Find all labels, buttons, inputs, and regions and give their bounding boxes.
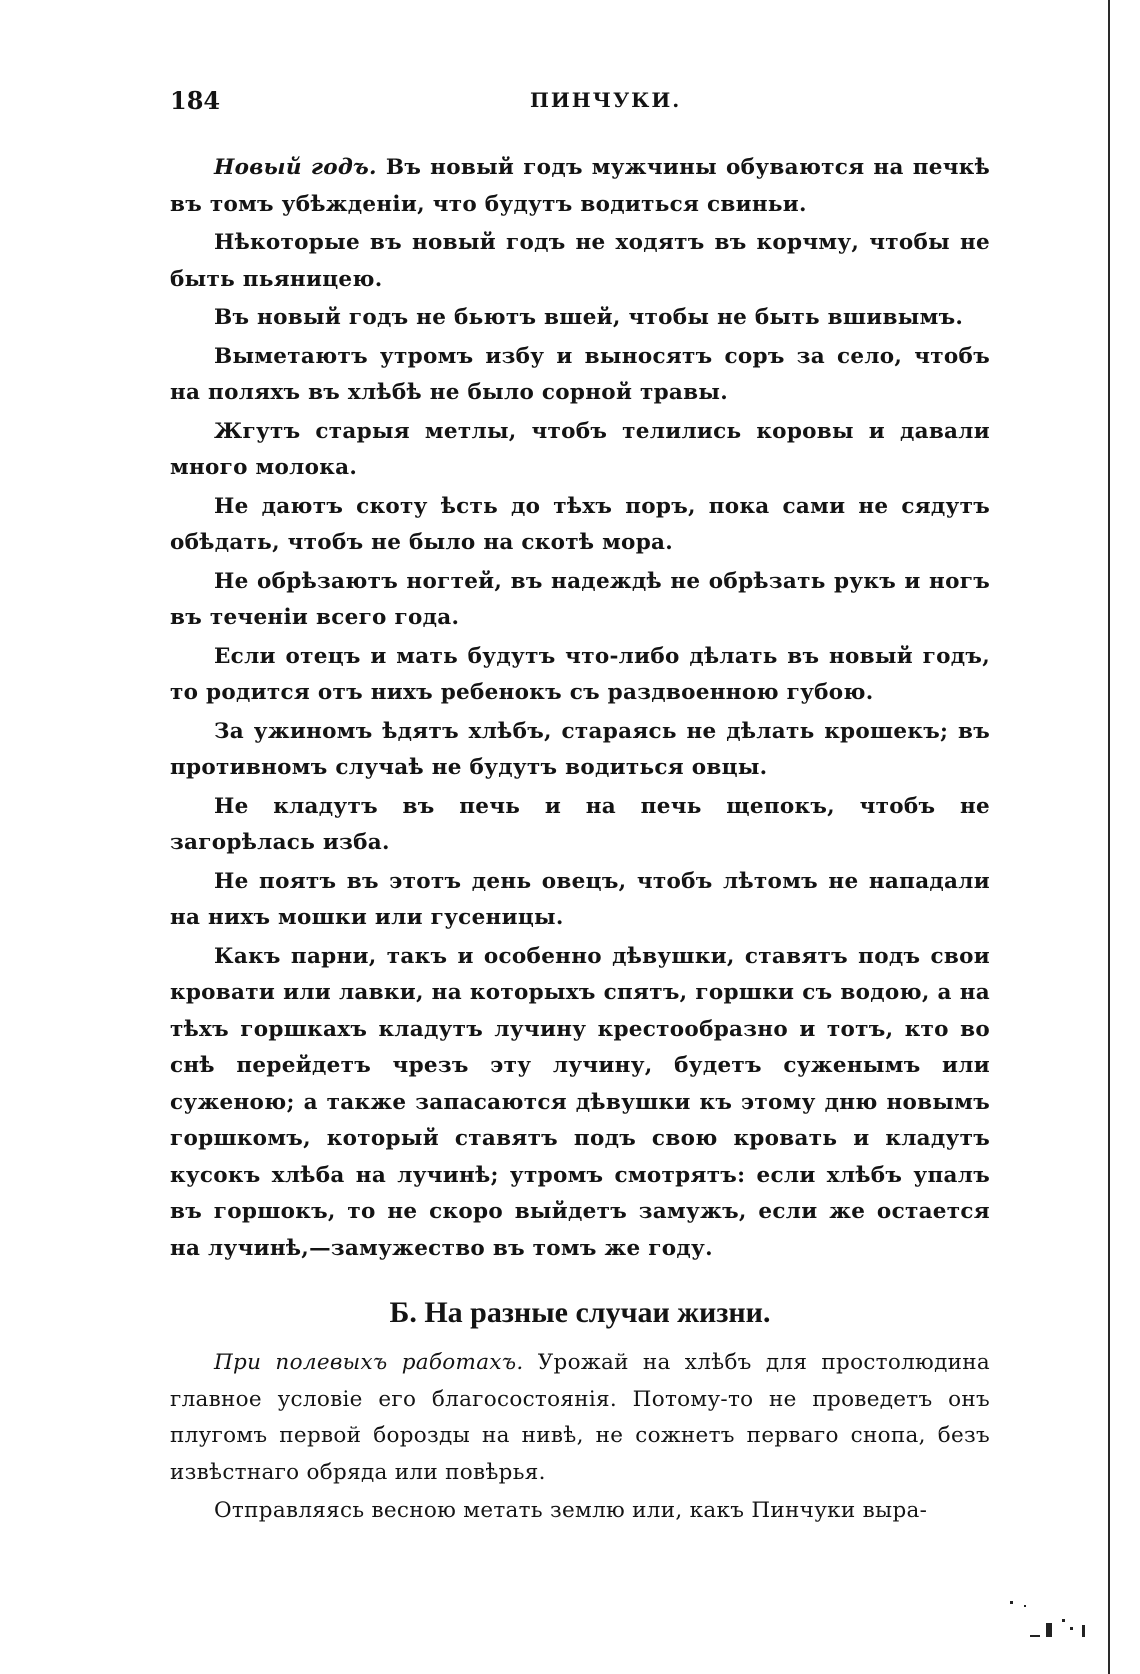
running-title: ПИНЧУКИ. xyxy=(530,88,682,112)
paragraph xyxy=(170,714,990,787)
paragraph-text: Нѣкоторые въ новый годъ не ходятъ въ корчму, чтобы не быть пьяницею. xyxy=(170,230,990,292)
page-edge-line xyxy=(1108,0,1110,1674)
paragraph-text: Какъ парни, такъ и особенно дѣвушки, ставятъ подъ свои кровати или лавки, на которыхъ спятъ, горшки съ водою, а на тѣхъ горшкахъ кладутъ лучину крестообразно и тотъ, кто во снѣ перейдетъ чрезъ эту лучину, будетъ суженымъ или суженою; а также запасаются дѣвушки къ этому дню новымъ горшкомъ, который ставятъ подъ свою кровать и кладутъ кусокъ хлѣба на лучинѣ; утромъ смотрятъ: если хлѣбъ упалъ въ горшокъ, то не скоро выйдетъ замужъ, если же остается на лучинѣ,—замужество въ томъ же году. xyxy=(170,943,990,1261)
paragraph xyxy=(170,939,990,1268)
paragraph-text: Жгутъ старыя метлы, чтобъ телились коровы и давали много молока. xyxy=(170,418,990,480)
paragraph xyxy=(170,789,990,862)
paragraph xyxy=(170,489,990,562)
paragraph-lead: При полевыхъ работахъ. xyxy=(214,1350,524,1375)
paragraph xyxy=(170,225,990,298)
speck xyxy=(1046,1623,1052,1637)
paragraph-text: Отправляясь весною метать землю или, какъ Пинчуки выра- xyxy=(214,1498,928,1523)
paragraph-text: Урожай на хлѣбъ для простолюдина главное условіе его благосостоянія. Потому-то не проведетъ онъ плугомъ первой борозды на нивѣ, не сожнетъ перваго снопа, безъ извѣстнаго обряда или повѣрья. xyxy=(170,1350,990,1485)
paragraph xyxy=(170,639,990,712)
paragraph xyxy=(170,1345,990,1491)
paragraph xyxy=(170,339,990,412)
speck xyxy=(1070,1627,1073,1630)
paragraph-text: Въ новый годъ мужчины обуваются на печкѣ въ томъ убѣжденіи, что будутъ водиться свиньи. xyxy=(170,155,991,217)
paragraph xyxy=(170,150,990,223)
speck xyxy=(1030,1635,1040,1637)
speck xyxy=(1024,1605,1026,1607)
scan-specks xyxy=(1010,1595,1090,1645)
page-number: 184 xyxy=(170,86,221,115)
paragraph-text: Выметаютъ утромъ избу и выносятъ соръ за село, чтобъ на поляхъ въ хлѣбѣ не было сорной травы. xyxy=(170,343,990,405)
paragraph-text: Не даютъ скоту ѣсть до тѣхъ поръ, пока сами не сядутъ обѣдать, чтобъ не было на скотѣ мора. xyxy=(170,493,990,555)
paragraph xyxy=(170,1493,990,1530)
speck xyxy=(1062,1619,1065,1622)
paragraph xyxy=(170,414,990,487)
paragraph-text: Не кладутъ въ печь и на печь щепокъ, чтобъ не загорѣлась изба. xyxy=(170,793,990,855)
paragraph xyxy=(170,564,990,637)
speck xyxy=(1082,1625,1085,1637)
running-head xyxy=(170,86,990,126)
paragraph xyxy=(170,864,990,937)
paragraph-text: За ужиномъ ѣдятъ хлѣбъ, стараясь не дѣлать крошекъ; въ противномъ случаѣ не будутъ водиться овцы. xyxy=(170,718,990,780)
paragraph-text: Не поятъ въ этотъ день овецъ, чтобъ лѣтомъ не нападали на нихъ мошки или гусеницы. xyxy=(170,868,990,930)
paragraph-text: Въ новый годъ не бьютъ вшей, чтобы не быть вшивымъ. xyxy=(214,305,964,330)
body-text xyxy=(170,150,990,1532)
paragraph-text: Если отецъ и мать будутъ что-либо дѣлать въ новый годъ, то родится отъ нихъ ребенокъ съ раздвоенною губою. xyxy=(170,643,990,705)
paragraph xyxy=(170,300,990,337)
section-heading: Б. На разные случаи жизни. xyxy=(389,1296,771,1329)
section-body xyxy=(170,1345,990,1530)
speck xyxy=(1010,1601,1013,1604)
paragraph-lead: Новый годъ. xyxy=(214,155,377,180)
paragraph-text: Не обрѣзаютъ ногтей, въ надеждѣ не обрѣзать рукъ и ногъ въ теченіи всего года. xyxy=(170,568,990,630)
